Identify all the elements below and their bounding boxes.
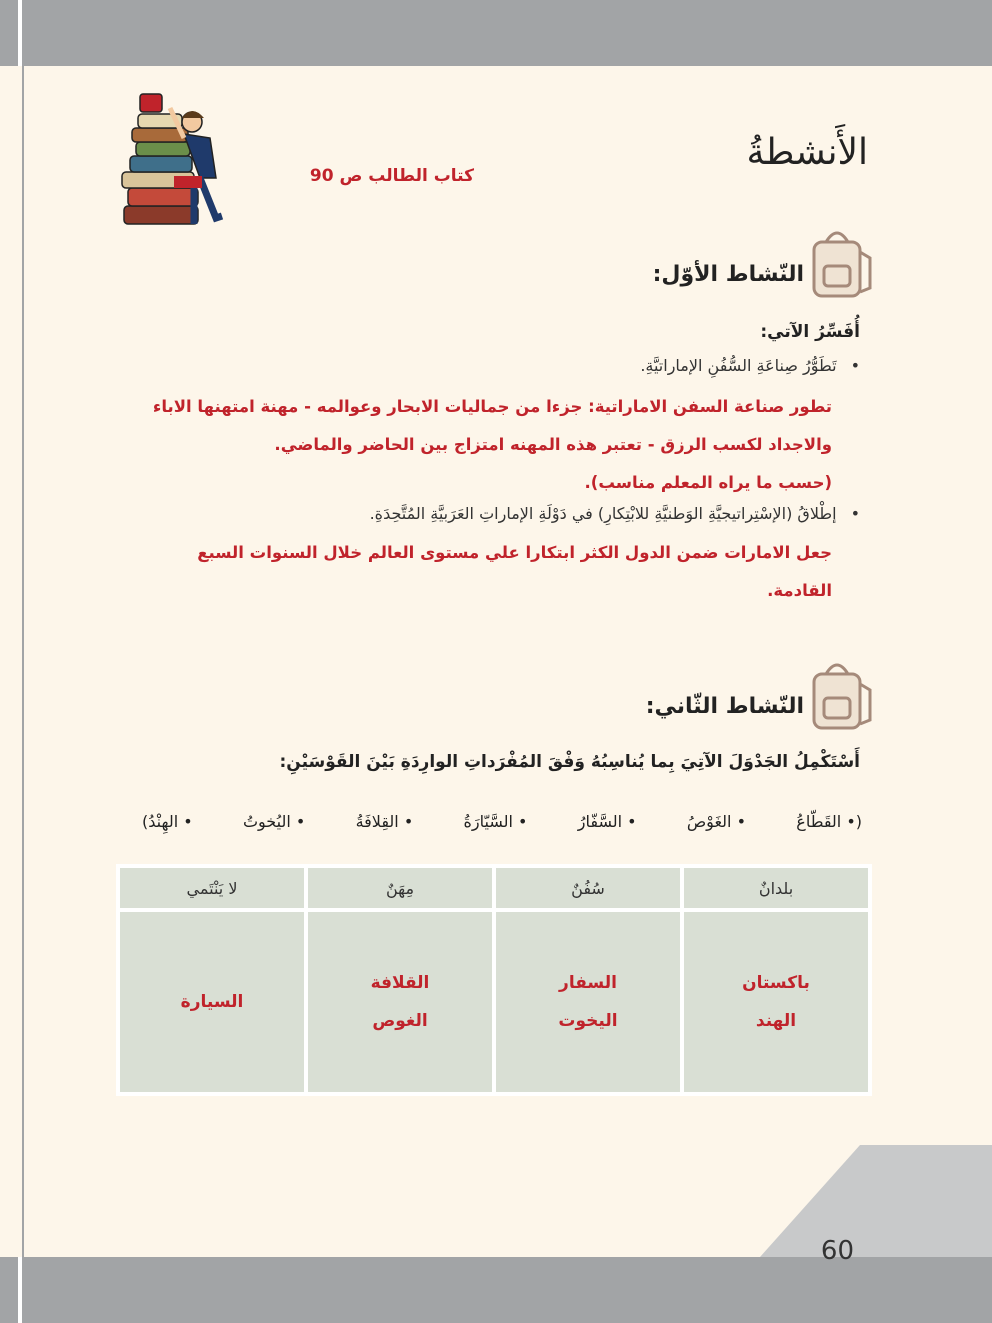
page-number: 60	[820, 1236, 854, 1266]
activity1-answer2	[132, 534, 832, 610]
bottom-bar-accent	[18, 1257, 22, 1323]
cell-ships	[494, 910, 682, 1094]
word-bank-item: • اليُخوتُ	[242, 812, 306, 831]
activity1-prompt: أُفَسِّرُ الآتي:	[760, 322, 860, 342]
page-number-tab	[760, 1145, 992, 1257]
answer2-line1: جعل الامارات ضمن الدول الكثر ابتكارا علي مستوى العالم خلال السنوات السبع	[197, 543, 832, 562]
bullet2-text: إطْلاقُ (الإسْتِراتيجيَّةِ الوَطنيَّةِ للابْتِكارِ) في دَوْلَةِ الإماراتِ العَرَبيَّةِ المُتَّحِدَةِ.	[369, 504, 837, 523]
word-bank-item: (• القَطّاعُ	[796, 812, 862, 831]
answer1-line3: (حسب ما يراه المعلم مناسب).	[584, 473, 832, 492]
activity2-instruction: أَسْتَكْمِلُ الجَدْوَلَ الآتِيَ بِما يُناسِبُهُ وَفْقَ المُفْرَداتِ الوارِدَةِ بَيْنَ القَوْسَيْنِ:	[279, 752, 860, 772]
activity2-heading: النّشاط الثّاني:	[645, 694, 804, 719]
cell-line: اليخوت	[558, 1011, 618, 1031]
bullet1-text: تَطَوُّرُ صِناعَةِ السُّفُنِ الإماراتيَّةِ.	[640, 356, 837, 375]
top-bar	[0, 0, 992, 66]
left-margin-rule	[22, 66, 24, 1258]
activity1-answer1	[132, 388, 832, 502]
answer1-line2: والاجداد لكسب الرزق - تعتبر هذه المهنه امتزاج بين الحاضر والماضي.	[274, 435, 832, 454]
backpack-icon	[804, 222, 876, 302]
cell-line: الهند	[755, 1011, 797, 1031]
word-bank	[142, 812, 862, 831]
classification-table	[116, 864, 872, 1096]
table-row	[118, 910, 870, 1094]
bullet-dot: •	[850, 504, 860, 523]
word-bank-item: • القِلافَةُ	[355, 812, 414, 831]
cell-line: القلافة	[370, 973, 430, 993]
activity1-bullet2	[370, 504, 860, 523]
cell-countries	[682, 910, 870, 1094]
header-professions: مِهَنٌ	[306, 866, 494, 910]
cell-line: باكستان	[742, 973, 810, 993]
activity1-bullet1	[640, 356, 860, 375]
answer1-line1: تطور صناعة السفن الاماراتية: جزءا من جماليات الابحار وعوالمه - مهنة امتهنها الاباء	[152, 397, 832, 416]
table-header-row	[118, 866, 870, 910]
header-odd-one-out: لا يَنْتَمي	[118, 866, 306, 910]
cell-line: الغوص	[372, 1011, 428, 1031]
header-ships: سُفُنٌ	[494, 866, 682, 910]
word-bank-item: • السَّيّارَةُ	[463, 812, 528, 831]
activity1-heading: النّشاط الأوّل:	[652, 262, 804, 287]
cell-line: السيارة	[180, 992, 244, 1012]
cell-professions	[306, 910, 494, 1094]
book-reference: كتاب الطالب ص 90	[309, 166, 474, 186]
bottom-bar	[0, 1257, 992, 1323]
header-countries: بلدانٌ	[682, 866, 870, 910]
page-title: الأَنشطةُ	[746, 132, 868, 173]
cell-line: السفار	[559, 973, 617, 993]
word-bank-item: • السَّفّارُ	[577, 812, 637, 831]
bullet-dot: •	[850, 356, 860, 375]
word-bank-item: • الغَوْصُ	[686, 812, 746, 831]
word-bank-item: • الهِنْدُ)	[142, 812, 193, 831]
books-stack-illustration	[118, 88, 240, 240]
top-bar-accent	[18, 0, 22, 66]
backpack-icon	[804, 654, 876, 734]
answer2-line2: القادمة.	[767, 581, 832, 600]
cell-odd-one-out	[118, 910, 306, 1094]
